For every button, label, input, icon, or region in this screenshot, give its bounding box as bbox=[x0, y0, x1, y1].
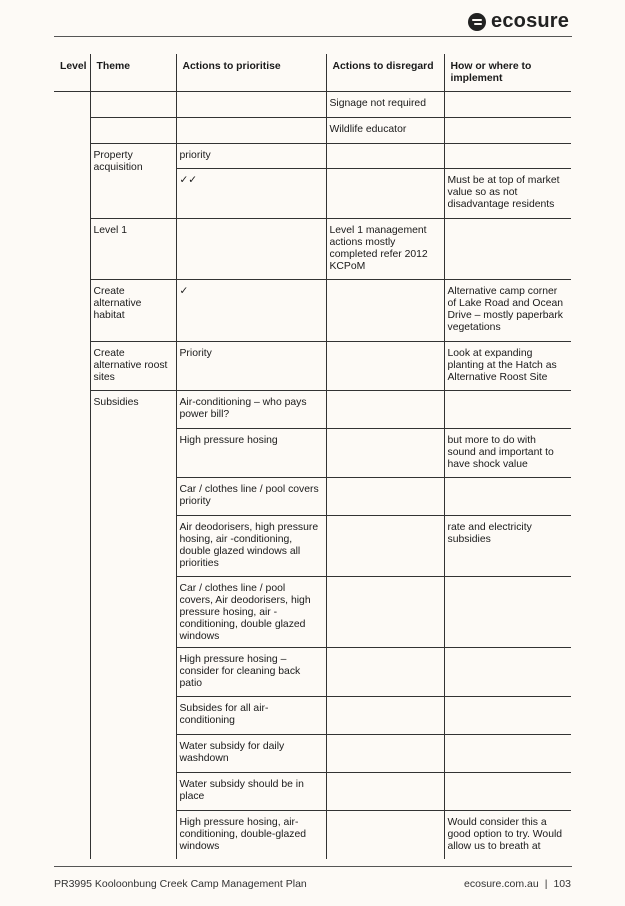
disregard-cell bbox=[326, 391, 444, 429]
management-actions-table bbox=[54, 54, 571, 859]
implement-cell bbox=[444, 735, 571, 773]
table-row bbox=[54, 118, 571, 144]
prioritise-cell: Air deodorisers, high pressure hosing, air -conditioning, double glazed windows all priorities bbox=[176, 516, 326, 577]
header-rule bbox=[54, 36, 572, 37]
implement-cell bbox=[444, 648, 571, 697]
implement-cell bbox=[444, 478, 571, 516]
implement-cell bbox=[444, 391, 571, 429]
table-row bbox=[54, 342, 571, 391]
ecosure-logo-icon bbox=[468, 13, 486, 31]
page-number: 103 bbox=[553, 878, 571, 890]
disregard-cell: Signage not required bbox=[326, 92, 444, 118]
table-row bbox=[54, 219, 571, 280]
implement-cell: Look at expanding planting at the Hatch as Alternative Roost Site bbox=[444, 342, 571, 391]
implement-cell: rate and electricity subsidies bbox=[444, 516, 571, 577]
header-actions-disregard: Actions to disregard bbox=[326, 54, 444, 92]
prioritise-cell: Priority bbox=[176, 342, 326, 391]
implement-cell bbox=[444, 577, 571, 648]
implement-cell bbox=[444, 773, 571, 811]
disregard-cell bbox=[326, 429, 444, 478]
implement-cell bbox=[444, 144, 571, 169]
table-row bbox=[54, 92, 571, 118]
table-header-row bbox=[54, 54, 571, 92]
prioritise-cell: High pressure hosing – consider for cleaning back patio bbox=[176, 648, 326, 697]
disregard-cell bbox=[326, 648, 444, 697]
implement-cell: but more to do with sound and important to have shock value bbox=[444, 429, 571, 478]
disregard-cell: Level 1 management actions mostly completed refer 2012 KCPoM bbox=[326, 219, 444, 280]
disregard-cell bbox=[326, 280, 444, 342]
disregard-cell bbox=[326, 697, 444, 735]
theme-cell bbox=[90, 92, 176, 118]
implement-cell bbox=[444, 697, 571, 735]
prioritise-cell bbox=[176, 118, 326, 144]
disregard-cell bbox=[326, 478, 444, 516]
prioritise-cell bbox=[176, 92, 326, 118]
disregard-cell bbox=[326, 773, 444, 811]
disregard-cell bbox=[326, 144, 444, 169]
table-row bbox=[54, 144, 571, 169]
header-actions-prioritise: Actions to prioritise bbox=[176, 54, 326, 92]
theme-cell: Create alternative roost sites bbox=[90, 342, 176, 391]
implement-cell: Would consider this a good option to try. Would allow us to breath at bbox=[444, 811, 571, 859]
footer-document-title: PR3995 Kooloonbung Creek Camp Management Plan bbox=[54, 878, 307, 890]
implement-cell bbox=[444, 219, 571, 280]
implement-cell: Must be at top of market value so as not disadvantage residents bbox=[444, 169, 571, 219]
disregard-cell bbox=[326, 811, 444, 859]
disregard-cell bbox=[326, 169, 444, 219]
table-row bbox=[54, 391, 571, 429]
level-cell bbox=[54, 92, 90, 859]
prioritise-cell: Car / clothes line / pool covers, Air deodorisers, high pressure hosing, air -conditioning, double glazed windows bbox=[176, 577, 326, 648]
disregard-cell bbox=[326, 516, 444, 577]
ecosure-logo bbox=[468, 10, 569, 33]
brand-name: ecosure bbox=[491, 10, 570, 32]
theme-cell: Level 1 bbox=[90, 219, 176, 280]
header-how-where-implement: How or where to implement bbox=[444, 54, 571, 92]
disregard-cell: Wildlife educator bbox=[326, 118, 444, 144]
prioritise-cell: High pressure hosing, air-conditioning, double-glazed windows bbox=[176, 811, 326, 859]
header-level: Level bbox=[54, 54, 90, 92]
prioritise-cell bbox=[176, 219, 326, 280]
prioritise-cell: priority bbox=[176, 144, 326, 169]
footer-page-info bbox=[464, 878, 571, 890]
disregard-cell bbox=[326, 577, 444, 648]
implement-cell bbox=[444, 118, 571, 144]
disregard-cell bbox=[326, 735, 444, 773]
footer-website: ecosure.com.au bbox=[464, 878, 539, 890]
prioritise-cell: Water subsidy for daily washdown bbox=[176, 735, 326, 773]
theme-cell: Subsidies bbox=[90, 391, 176, 859]
prioritise-cell: Subsides for all air-conditioning bbox=[176, 697, 326, 735]
footer-rule bbox=[54, 866, 572, 867]
prioritise-cell: Water subsidy should be in place bbox=[176, 773, 326, 811]
prioritise-cell: High pressure hosing bbox=[176, 429, 326, 478]
theme-cell: Create alternative habitat bbox=[90, 280, 176, 342]
table-row bbox=[54, 280, 571, 342]
prioritise-cell: ✓ bbox=[176, 280, 326, 342]
prioritise-cell: Air-conditioning – who pays power bill? bbox=[176, 391, 326, 429]
header-theme: Theme bbox=[90, 54, 176, 92]
implement-cell: Alternative camp corner of Lake Road and Ocean Drive – mostly paperbark vegetations bbox=[444, 280, 571, 342]
theme-cell bbox=[90, 118, 176, 144]
footer-separator: | bbox=[544, 878, 548, 890]
prioritise-cell: Car / clothes line / pool covers priority bbox=[176, 478, 326, 516]
table-body bbox=[54, 92, 571, 859]
theme-cell: Property acquisition bbox=[90, 144, 176, 219]
disregard-cell bbox=[326, 342, 444, 391]
prioritise-cell: ✓✓ bbox=[176, 169, 326, 219]
implement-cell bbox=[444, 92, 571, 118]
